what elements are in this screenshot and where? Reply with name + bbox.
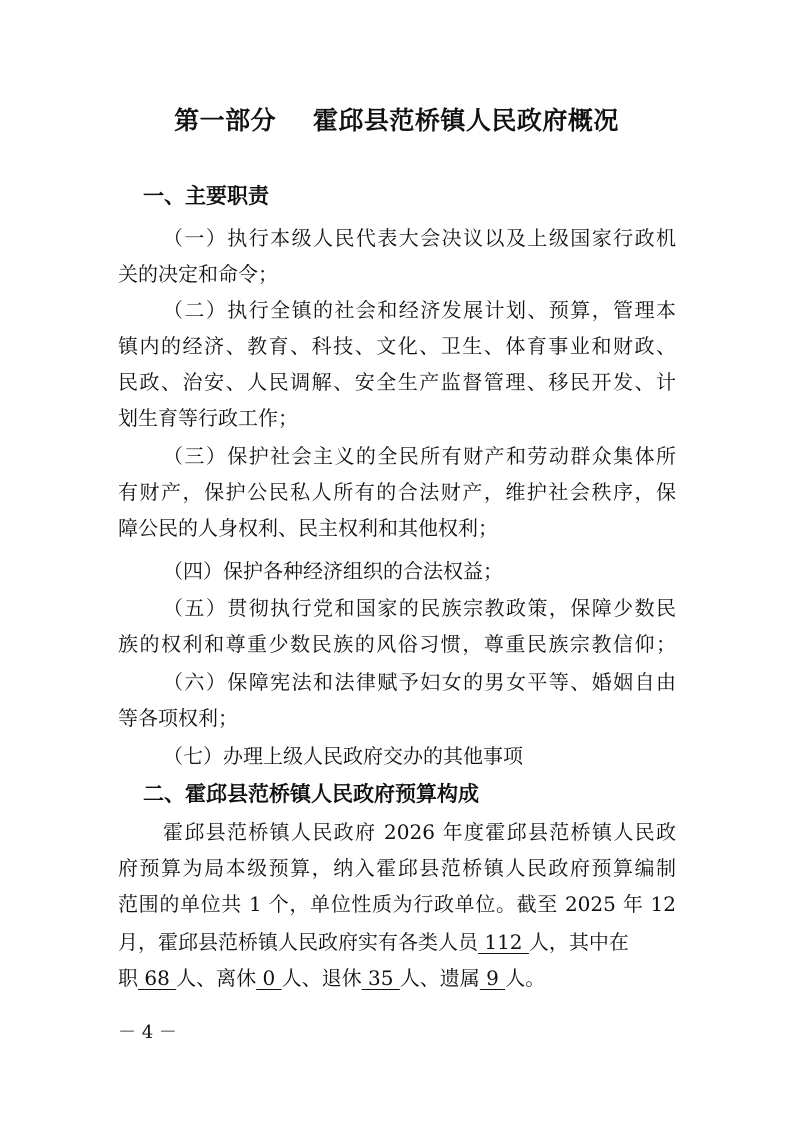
body-line: （一）执行本级人民代表大会决议以及上级国家行政机 bbox=[163, 226, 676, 250]
body-line: 镇内的经济、教育、科技、文化、卫生、体育事业和财政、 bbox=[118, 334, 676, 358]
page-number: － 4 － bbox=[118, 1022, 177, 1043]
staff-dependents-value: 9 bbox=[479, 966, 506, 990]
staff-retired-value: 35 bbox=[361, 966, 400, 990]
body-line: （六）保障宪法和法律赋予妇女的男女平等、婚姻自由 bbox=[163, 670, 676, 694]
staff-total-value: 112 bbox=[478, 930, 529, 954]
body-line: 障公民的人身权利、民主权利和其他权利； bbox=[118, 516, 498, 540]
staff-total-prefix: 月，霍邱县范桥镇人民政府实有各类人员 bbox=[118, 930, 478, 954]
body-line: 范围的单位共 1 个，单位性质为行政单位。截至 2025 年 12 bbox=[118, 892, 676, 916]
body-line: （二）执行全镇的社会和经济发展计划、预算，管理本 bbox=[163, 298, 676, 322]
staff-retired-label: 人、退休 bbox=[281, 966, 362, 990]
page-title: 第一部分 霍邱县范桥镇人民政府概况 bbox=[174, 106, 619, 135]
staff-early-retired-label: 人、离休 bbox=[176, 966, 257, 990]
staff-breakdown-suffix: 人。 bbox=[505, 966, 546, 990]
body-line: （四）保护各种经济组织的合法权益； bbox=[163, 559, 503, 583]
section-heading-duties: 一、主要职责 bbox=[143, 184, 269, 208]
staff-breakdown-line bbox=[118, 962, 676, 991]
body-line: 族的权利和尊重少数民族的风俗习惯，尊重民族宗教信仰； bbox=[118, 632, 676, 656]
body-line: （五）贯彻执行党和国家的民族宗教政策，保障少数民 bbox=[163, 596, 676, 620]
body-line: 民政、治安、人民调解、安全生产监督管理、移民开发、计 bbox=[118, 370, 676, 394]
staff-active-label: 职 bbox=[118, 966, 138, 990]
staff-active-value: 68 bbox=[138, 966, 177, 990]
body-line: 霍邱县范桥镇人民政府 2026 年度霍邱县范桥镇人民政 bbox=[163, 820, 676, 844]
body-line: 划生育等行政工作； bbox=[118, 406, 298, 430]
body-line: 府预算为局本级预算，纳入霍邱县范桥镇人民政府预算编制 bbox=[118, 856, 676, 880]
staff-total-suffix: 人，其中在 bbox=[528, 930, 629, 954]
body-line: 有财产，保护公民私人所有的合法财产，维护社会秩序，保 bbox=[118, 480, 676, 504]
body-line: （三）保护社会主义的全民所有财产和劳动群众集体所 bbox=[163, 444, 676, 468]
staff-dependents-label: 人、遗属 bbox=[399, 966, 480, 990]
body-line: （七）办理上级人民政府交办的其他事项 bbox=[163, 744, 523, 768]
staff-total-line bbox=[118, 926, 676, 955]
staff-early-retired-value: 0 bbox=[256, 966, 282, 990]
section-heading-budget: 二、霍邱县范桥镇人民政府预算构成 bbox=[143, 782, 479, 806]
body-line: 关的决定和命令； bbox=[118, 262, 278, 286]
body-line: 等各项权利； bbox=[118, 706, 238, 730]
